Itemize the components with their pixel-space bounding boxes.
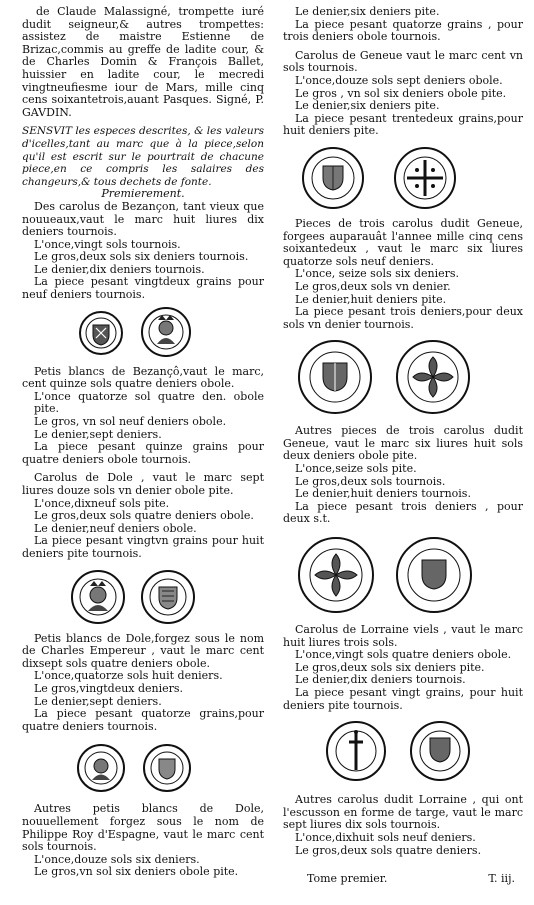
- coin-dole-philippe-reverse: [142, 743, 192, 793]
- page-footer: [283, 872, 523, 885]
- geneue-trois-carolus-gros: Le gros,deux sols vn denier.: [295, 279, 451, 293]
- geneue-carolus-denier: Le denier,six deniers pite.: [295, 99, 440, 113]
- coin-geneue-3-obverse: [395, 536, 473, 614]
- coin-dole-philippe-obverse: [76, 743, 126, 793]
- coin-geneue-obverse: [301, 146, 365, 210]
- coin-bezancon-obverse: [78, 310, 124, 356]
- dole-carolus-title: Carolus de Dole , vaut le marc sept liures douze sols vn denier obole pite.: [22, 471, 264, 497]
- coin-row-geneue-2: [283, 335, 523, 421]
- coin-row-dole: [22, 565, 264, 629]
- coin-lorraine-obverse: [325, 720, 387, 782]
- petis-blancs-dole-once: L'once,quatorze sols huit deniers.: [34, 669, 223, 683]
- petis-blancs-dole-gros: Le gros,vingtdeux deniers.: [34, 681, 184, 695]
- geneue-autres-denier: Le denier,huit deniers tournois.: [295, 487, 471, 501]
- coin-row-bezancon: [22, 306, 264, 362]
- coin-row-dole-philippe: [22, 737, 264, 799]
- autres-petis-blancs-dole-title: Autres petis blancs de Dole, nouuellement forgez sous le nom de Philippe Roy d'Espagne, vaut le marc cent sols tournois.: [22, 802, 264, 854]
- lorraine-carolus-gros: Le gros,deux sols six deniers pite.: [295, 660, 485, 674]
- coin-dole-obverse: [70, 569, 126, 625]
- bezancon-carolus-gros: Le gros,deux sols six deniers tournois.: [34, 250, 249, 264]
- lorraine-autres-once: L'once,dixhuit sols neuf deniers.: [295, 830, 476, 844]
- continued-denier: Le denier,six deniers pite.: [295, 5, 440, 18]
- dole-carolus-denier: Le denier,neuf deniers obole.: [34, 521, 197, 535]
- petis-blancs-bezancon-piece: La piece pesant quinze grains pour quatre deniers obole tournois.: [22, 440, 264, 466]
- petis-blancs-bezancon-denier: Le denier,sept deniers.: [34, 427, 162, 441]
- geneue-trois-carolus-denier: Le denier,huit deniers pite.: [295, 292, 447, 306]
- geneue-trois-carolus-piece: La piece pesant trois deniers,pour deux sols vn denier tournois.: [283, 305, 523, 331]
- footer-volume: Tome premier.: [307, 872, 388, 885]
- geneue-autres-title: Autres pieces de trois carolus dudit Geneue, vaut le marc six liures huit sols deux deniers obole pite.: [283, 424, 523, 463]
- geneue-trois-carolus-title: Pieces de trois carolus dudit Geneue, forgees auparauât l'annee mille cinq cens soixantedeux , vaut le marc six liures quatorze sols neuf deniers.: [283, 216, 523, 268]
- dole-carolus-gros: Le gros,deux sols quatre deniers obole.: [34, 509, 254, 523]
- petis-blancs-bezancon-title: Petis blancs de Bezançô,vaut le marc, cent quinze sols quatre deniers obole.: [22, 364, 264, 391]
- continued-piece: La piece pesant quatorze grains , pour trois deniers obole tournois.: [283, 17, 523, 44]
- coin-row-lorraine: [283, 716, 523, 790]
- autres-petis-blancs-dole-once: L'once,douze sols six deniers.: [34, 852, 200, 866]
- paragraph-attestation: de Claude Malassigné, trompette iuré dudit seigneur,& autres trompettes: assistez de maistre Estienne de Brizac,commis au greffe de ladite cour, & de Charles Domin & François Ballet, huissier en ladite cour, le mecredi vingtneufiesme iour de Mars, mille cinq cens soixantetrois,auant Pasques. Signé, P. GAVDIN.: [22, 5, 264, 119]
- dole-carolus-piece: La piece pesant vingtvn grains pour huit deniers pite tournois.: [22, 534, 264, 560]
- petis-blancs-bezancon-gros: Le gros, vn sol neuf deniers obole.: [34, 415, 227, 429]
- left-column: [22, 6, 264, 879]
- petis-blancs-dole-denier: Le denier,sept deniers.: [34, 694, 162, 708]
- coin-geneue-reverse: [393, 146, 457, 210]
- geneue-carolus-gros: Le gros , vn sol six deniers obole pite.: [295, 86, 507, 100]
- geneue-autres-gros: Le gros,deux sols tournois.: [295, 474, 446, 488]
- petis-blancs-dole-piece: La piece pesant quatorze grains,pour quatre deniers tournois.: [22, 707, 264, 733]
- bezancon-carolus-title: Des carolus de Bezançon, tant vieux que nouueaux,vaut le marc huit liures dix deniers tournois.: [22, 199, 264, 239]
- dole-carolus-once: L'once,dixneuf sols pite.: [34, 496, 170, 510]
- coin-row-geneue-3: [283, 530, 523, 620]
- lorraine-carolus-denier: Le denier,dix deniers tournois.: [295, 673, 466, 687]
- footer-signature: T. iij.: [488, 872, 515, 885]
- geneue-autres-piece: La piece pesant trois deniers , pour deux s.t.: [283, 499, 523, 526]
- lorraine-carolus-piece: La piece pesant vingt grains, pour huit deniers pite tournois.: [283, 686, 523, 712]
- lorraine-autres-gros: Le gros,deux sols quatre deniers.: [295, 843, 482, 857]
- autres-petis-blancs-dole-gros: Le gros,vn sol six deniers obole pite.: [34, 865, 239, 879]
- petis-blancs-bezancon-once: L'once quatorze sol quatre den. obole pite.: [34, 389, 264, 416]
- lorraine-autres-title: Autres carolus dudit Lorraine , qui ont l'escusson en forme de targe, vaut le marc sept liures dix sols tournois.: [283, 793, 523, 832]
- coin-bezancon-reverse: [140, 306, 192, 358]
- coin-row-geneue-1: [283, 142, 523, 214]
- geneue-carolus-title: Carolus de Geneue vaut le marc cent vn sols tournois.: [283, 48, 523, 75]
- bezancon-carolus-once: L'once,vingt sols tournois.: [34, 237, 181, 251]
- paragraph-intro: SENSVIT les especes descrites, & les valeurs d'icelles,tant au marc que à la piece,selon qu'il est escrit sur le pourtrait de chacune piece,en ce compris les salaires des changeurs,& tous dechets de fonte.: [22, 125, 264, 188]
- right-column: [283, 6, 523, 857]
- lorraine-carolus-title: Carolus de Lorraine viels , vaut le marc huit liures trois sols.: [283, 623, 523, 649]
- geneue-trois-carolus-once: L'once, seize sols six deniers.: [295, 267, 460, 281]
- coin-dole-reverse: [140, 569, 196, 625]
- geneue-autres-once: L'once,seize sols pite.: [295, 462, 417, 476]
- lorraine-carolus-once: L'once,vingt sols quatre deniers obole.: [295, 648, 512, 662]
- coin-geneue-1564-obverse: [297, 339, 373, 415]
- heading-premierement: Premierement.: [101, 187, 185, 201]
- coin-geneue-3-reverse: [297, 536, 375, 614]
- geneue-carolus-once: L'once,douze sols sept deniers obole.: [295, 73, 503, 87]
- geneue-carolus-piece: La piece pesant trentedeux grains,pour huit deniers pite.: [283, 111, 523, 138]
- bezancon-carolus-piece: La piece pesant vingtdeux grains pour neuf deniers tournois.: [22, 275, 264, 302]
- coin-geneue-1564-reverse: [395, 339, 471, 415]
- coin-lorraine-reverse: [409, 720, 471, 782]
- petis-blancs-dole-title: Petis blancs de Dole,forgez sous le nom de Charles Empereur , vaut le marc cent dixsept sols quatre deniers obole.: [22, 631, 264, 670]
- bezancon-carolus-denier: Le denier,dix deniers tournois.: [34, 262, 205, 276]
